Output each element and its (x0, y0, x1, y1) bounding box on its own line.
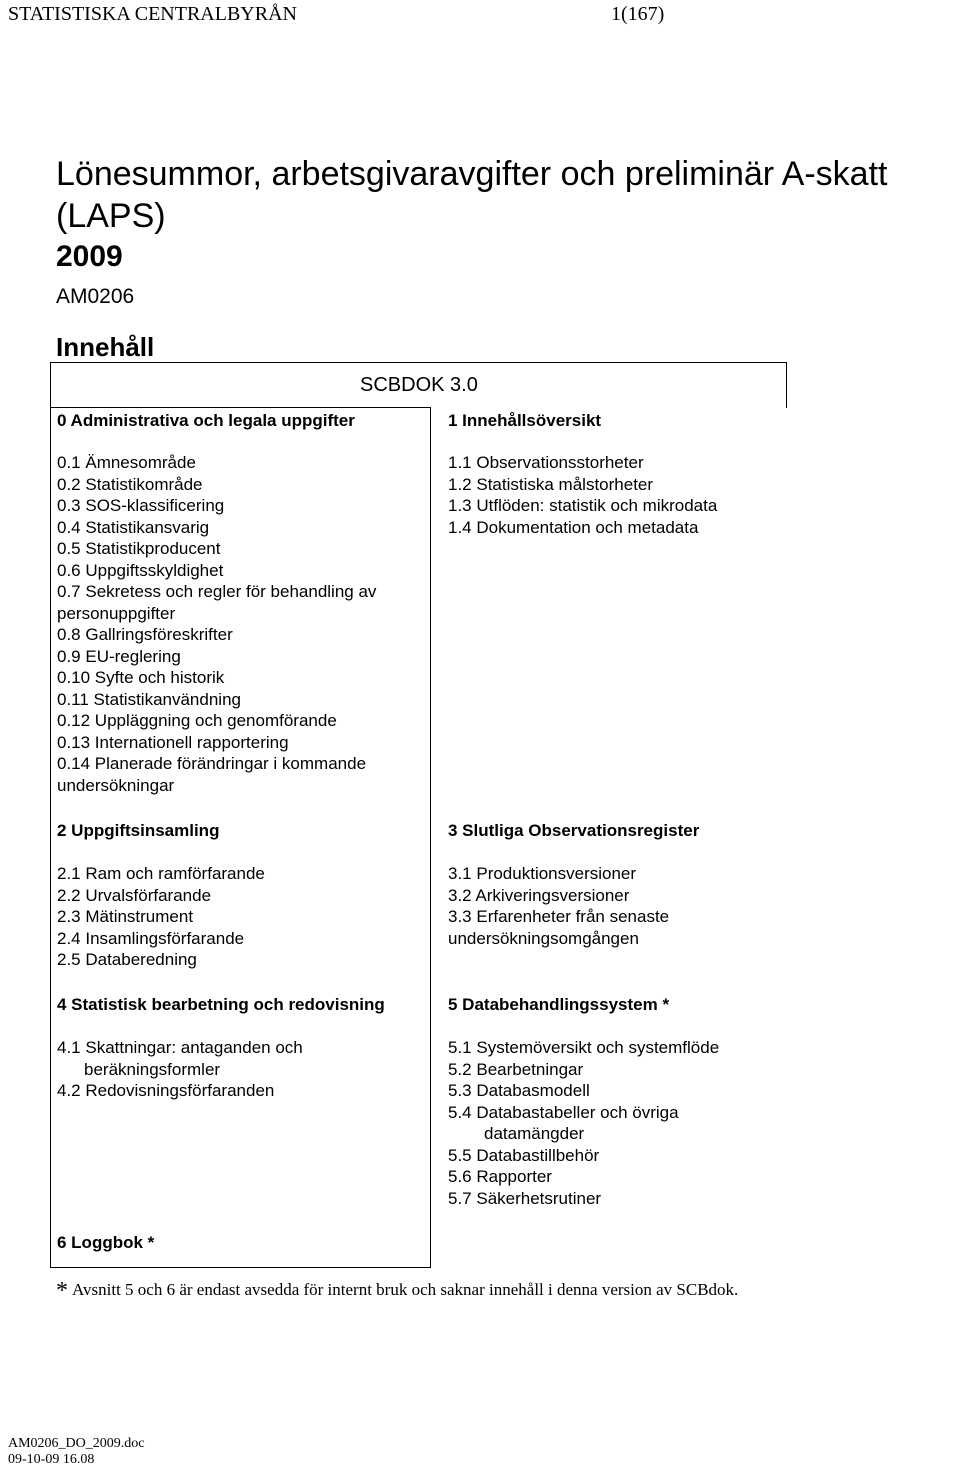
toc-item: 5.3 Databasmodell (448, 1081, 590, 1100)
toc-item-continuation: undersökningsomgången (448, 928, 639, 948)
table-bottom-border (50, 1267, 431, 1268)
section-0-list (57, 452, 376, 796)
toc-item: 2.5 Databeredning (57, 950, 197, 969)
section-0-title: 0 Administrativa och legala uppgifter (57, 411, 355, 430)
toc-heading: Innehåll (56, 332, 155, 362)
toc-item: 5.5 Databastillbehör (448, 1145, 600, 1165)
document-year: 2009 (56, 240, 123, 273)
section-4-title: 4 Statistisk bearbetning och redovisning (57, 995, 385, 1014)
toc-item: 3.1 Produktionsversioner (448, 864, 637, 883)
toc-item: 5.4 Databastabeller och övriga (448, 1102, 679, 1122)
section-1-list (448, 452, 717, 538)
toc-item: 5.1 Systemöversikt och systemflöde (448, 1038, 720, 1057)
footnote-asterisk: * (56, 1278, 68, 1304)
toc-item: 0.14 Planerade förändringar i kommande (57, 754, 367, 773)
footnote (56, 1278, 738, 1305)
toc-item: 0.12 Uppläggning och genomförande (57, 711, 337, 730)
page-number: 1(167) (611, 3, 665, 25)
toc-item: 2.1 Ram och ramförfarande (57, 864, 265, 883)
toc-item: 0.7 Sekretess och regler för behandling av (57, 582, 377, 601)
toc-item: 5.6 Rapporter (448, 1167, 552, 1186)
section-4-list (57, 1037, 303, 1102)
toc-item: 2.3 Mätinstrument (57, 907, 194, 926)
toc-item-continuation: undersökningar (57, 775, 175, 795)
product-code: AM0206 (56, 285, 135, 308)
toc-item: 0.6 Uppgiftsskyldighet (57, 560, 224, 580)
toc-item: 1.2 Statistiska målstorheter (448, 474, 654, 494)
toc-item: 0.5 Statistikproducent (57, 539, 221, 558)
section-5-list (448, 1037, 719, 1209)
section-3-list (448, 863, 669, 949)
section-3-title: 3 Slutliga Observationsregister (448, 821, 700, 840)
toc-item: 0.1 Ämnesområde (57, 453, 196, 472)
toc-item: 3.2 Arkiveringsversioner (448, 885, 630, 905)
toc-item: 2.4 Insamlingsförfarande (57, 928, 245, 948)
toc-item-continuation: datamängder (484, 1124, 585, 1143)
toc-item: 5.2 Bearbetningar (448, 1059, 584, 1079)
table-header-divider (50, 407, 430, 408)
toc-item: 2.2 Urvalsförfarande (57, 885, 212, 905)
toc-item: 5.7 Säkerhetsrutiner (448, 1188, 602, 1208)
scbdok-version: SCBDOK 3.0 (360, 374, 478, 396)
section-2-title: 2 Uppgiftsinsamling (57, 821, 220, 840)
table-top-border (50, 362, 787, 363)
toc-item: 1.3 Utflöden: statistik och mikrodata (448, 496, 718, 515)
toc-item: 0.4 Statistikansvarig (57, 517, 210, 537)
toc-item: 1.4 Dokumentation och metadata (448, 517, 699, 537)
toc-item: 0.13 Internationell rapportering (57, 732, 289, 752)
toc-item: 4.2 Redovisningsförfaranden (57, 1081, 275, 1100)
section-6-title: 6 Loggbok * (57, 1233, 155, 1252)
toc-item: 4.1 Skattningar: antaganden och (57, 1038, 303, 1057)
toc-item: 0.10 Syfte och historik (57, 668, 225, 687)
footnote-text: Avsnitt 5 och 6 är endast avsedda för internt bruk och saknar innehåll i denna version av SCBdok. (72, 1280, 739, 1299)
toc-item: 0.9 EU-reglering (57, 646, 181, 666)
toc-item-continuation: beräkningsformler (84, 1059, 221, 1079)
document-title-line2: (LAPS) (56, 197, 166, 235)
toc-item: 0.8 Gallringsföreskrifter (57, 625, 233, 644)
table-right-border-top (786, 362, 787, 408)
section-5-title: 5 Databehandlingssystem * (448, 995, 670, 1014)
document-filename: AM0206_DO_2009.doc (8, 1436, 145, 1451)
section-1-title: 1 Innehållsöversikt (448, 411, 602, 430)
toc-item: 1.1 Observationsstorheter (448, 453, 644, 472)
table-left-border (50, 362, 51, 1268)
document-date: 09-10-09 16.08 (8, 1452, 95, 1467)
toc-item: 3.3 Erfarenheter från senaste (448, 907, 670, 926)
table-column-divider (430, 407, 431, 1268)
toc-item-continuation: personuppgifter (57, 603, 176, 623)
organization-name: STATISTISKA CENTRALBYRÅN (8, 3, 297, 25)
toc-item: 0.11 Statistikanvändning (57, 689, 241, 709)
toc-item: 0.2 Statistikområde (57, 474, 203, 494)
document-title-line1: Lönesummor, arbetsgivaravgifter och preliminär A-skatt (56, 155, 888, 193)
section-2-list (57, 863, 265, 971)
toc-item: 0.3 SOS-klassificering (57, 496, 225, 515)
